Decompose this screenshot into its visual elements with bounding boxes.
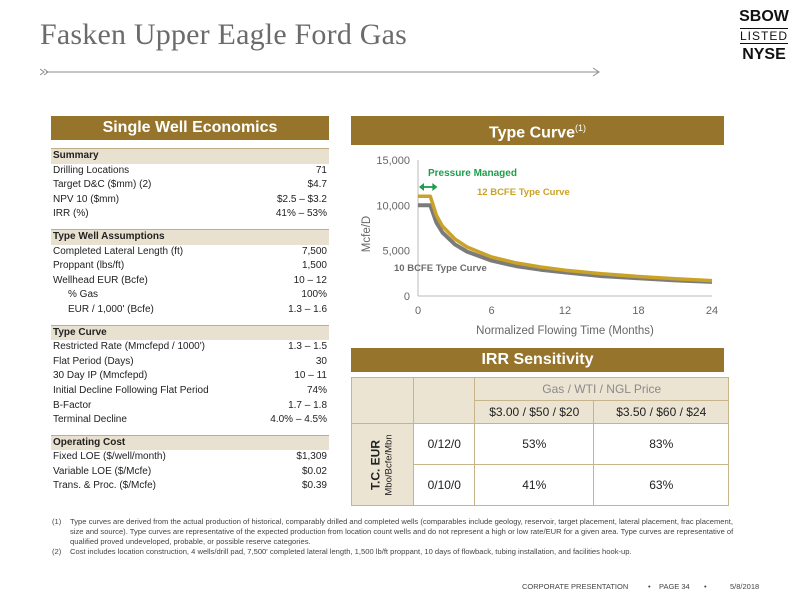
economics-section-header: Type Well Assumptions bbox=[51, 229, 329, 245]
economics-row-label: % Gas bbox=[68, 289, 99, 301]
x-tick-label: 6 bbox=[488, 305, 495, 317]
footer-separator: • bbox=[704, 582, 707, 591]
economics-row bbox=[51, 245, 329, 260]
type-curve-chart bbox=[352, 148, 724, 340]
economics-row-value: 1.3 – 1.5 bbox=[288, 341, 327, 353]
economics-row-value: 71 bbox=[315, 164, 327, 176]
irr-row-label: 0/10/0 bbox=[414, 465, 475, 506]
footnotes bbox=[52, 517, 742, 557]
y-axis-label: Mcfe/D bbox=[361, 215, 373, 253]
economics-row-label: Drilling Locations bbox=[53, 164, 130, 176]
economics-row bbox=[51, 399, 329, 414]
economics-row-value: 100% bbox=[301, 289, 327, 301]
economics-row bbox=[51, 340, 329, 355]
irr-cell: 63% bbox=[594, 465, 729, 506]
footnote-2: (2) Cost includes location construction, 4 wells/drill pad, 7,500' completed lateral length, 1,500 lb/ft proppant, 10 days of flowback, tubing installation, and facilities hook-up. bbox=[52, 547, 632, 556]
economics-row bbox=[51, 178, 329, 193]
irr-row-label-sub: Mbo/Bcfe/Mbn bbox=[383, 433, 395, 496]
y-tick-label: 5,000 bbox=[382, 245, 410, 258]
economics-row-label: Wellhead EUR (Bcfe) bbox=[53, 274, 148, 286]
economics-row-value: 1.7 – 1.8 bbox=[288, 399, 327, 411]
irr-title-band: IRR Sensitivity bbox=[351, 348, 724, 372]
economics-row-label: 30 Day IP (Mmcfepd) bbox=[53, 370, 148, 382]
x-tick-label: 12 bbox=[558, 305, 572, 317]
irr-corner-cell bbox=[352, 378, 414, 424]
y-tick-label: 10,000 bbox=[376, 200, 410, 213]
y-tick-label: 15,000 bbox=[376, 155, 410, 167]
x-tick-label: 24 bbox=[705, 305, 719, 317]
irr-sensitivity-table bbox=[351, 377, 729, 506]
economics-row-value: 4.0% – 4.5% bbox=[270, 414, 327, 426]
economics-row-value: 74% bbox=[306, 384, 327, 396]
economics-row bbox=[51, 384, 329, 399]
page-number: PAGE 34 bbox=[659, 582, 690, 591]
economics-row-label: Target D&C ($mm) (2) bbox=[53, 179, 152, 191]
irr-price-group-header: Gas / WTI / NGL Price bbox=[475, 378, 729, 401]
irr-cell: 83% bbox=[594, 424, 729, 465]
economics-row-label: Variable LOE ($/Mcfe) bbox=[53, 465, 152, 477]
y-tick-label: 0 bbox=[403, 291, 410, 303]
economics-row-value: $1,309 bbox=[296, 451, 327, 463]
economics-row-label: EUR / 1,000' (Bcfe) bbox=[68, 303, 154, 315]
economics-row-value: $0.39 bbox=[301, 480, 327, 492]
x-axis-label: Normalized Flowing Time (Months) bbox=[476, 325, 654, 337]
economics-row bbox=[51, 413, 329, 428]
economics-row bbox=[51, 164, 329, 179]
economics-row-value: 1,500 bbox=[301, 260, 327, 272]
x-tick-label: 18 bbox=[632, 305, 645, 317]
irr-row-group-label bbox=[352, 424, 414, 506]
economics-row-label: Fixed LOE ($/well/month) bbox=[53, 451, 166, 463]
economics-row-value: 7,500 bbox=[301, 245, 327, 257]
title-arrow-rule bbox=[40, 66, 605, 78]
economics-row-label: Trans. & Proc. ($/Mcfe) bbox=[53, 480, 156, 492]
logo-line3: NYSE bbox=[742, 46, 786, 63]
economics-row bbox=[51, 288, 329, 303]
economics-row-label: B-Factor bbox=[53, 399, 92, 411]
irr-cell: 41% bbox=[475, 465, 594, 506]
economics-row-label: Restricted Rate (Mmcfepd / 1000') bbox=[53, 341, 205, 353]
type-curve-footnote-ref: (1) bbox=[574, 123, 586, 133]
page-title: Fasken Upper Eagle Ford Gas bbox=[40, 18, 407, 51]
logo-line2: LISTED bbox=[740, 29, 789, 43]
economics-row-value: 10 – 11 bbox=[294, 370, 327, 382]
economics-row-value: 41% – 53% bbox=[275, 208, 327, 220]
irr-price-col-2: $3.50 / $60 / $24 bbox=[594, 401, 729, 424]
footer-date: 5/8/2018 bbox=[730, 582, 760, 591]
economics-row bbox=[51, 450, 329, 465]
economics-row-value: $4.7 bbox=[307, 179, 327, 191]
irr-row-label-main: T.C. EUR bbox=[368, 439, 383, 490]
economics-row-label: NPV 10 ($mm) bbox=[53, 193, 120, 205]
economics-row bbox=[51, 303, 329, 318]
economics-table bbox=[51, 148, 329, 494]
economics-row-label: IRR (%) bbox=[53, 208, 89, 220]
type-curve-title: Type Curve bbox=[489, 124, 575, 142]
irr-cell: 53% bbox=[475, 424, 594, 465]
economics-row-value: 1.3 – 1.6 bbox=[288, 303, 327, 315]
economics-row-label: Terminal Decline bbox=[53, 414, 127, 426]
irr-price-col-1: $3.00 / $50 / $20 bbox=[475, 401, 594, 424]
footer-label: CORPORATE PRESENTATION bbox=[522, 582, 629, 591]
economics-section-header: Operating Cost bbox=[51, 435, 329, 451]
economics-row-label: Completed Lateral Length (ft) bbox=[53, 245, 184, 257]
irr-row-label: 0/12/0 bbox=[414, 424, 475, 465]
type-curve-title-band bbox=[351, 116, 724, 145]
pressure-managed-arrowhead-right bbox=[432, 183, 437, 191]
footer-separator: • bbox=[648, 582, 651, 591]
logo-line1: SBOW bbox=[739, 8, 789, 25]
economics-row-value: 30 bbox=[315, 355, 327, 367]
x-tick-label: 0 bbox=[414, 305, 422, 317]
economics-row-value: 10 – 12 bbox=[293, 274, 327, 286]
footnote-1: (1) Type curves are derived from the actual production of historical, comparably drilled and completed wells (comparables include geology, reservoir, target placement, lateral placement, frac placement, size and source). Type curves are representative of the expected production from location count wells and do not represent a high or low rate/EUR for a given area. Type curves are representative of qualified proved undeveloped, probable, or possible reserve categories. bbox=[52, 517, 734, 546]
10-bcfe-label: 10 BCFE Type Curve bbox=[394, 263, 487, 274]
economics-row bbox=[51, 207, 329, 222]
economics-section-header: Summary bbox=[51, 148, 329, 164]
economics-row bbox=[51, 479, 329, 494]
economics-row bbox=[51, 465, 329, 480]
economics-row-value: $0.02 bbox=[301, 465, 327, 477]
irr-corner-cell-2 bbox=[414, 378, 475, 424]
economics-row-value: $2.5 – $3.2 bbox=[276, 193, 327, 205]
economics-row bbox=[51, 259, 329, 274]
economics-row-label: Proppant (lbs/ft) bbox=[53, 260, 125, 272]
sbow-nyse-logo bbox=[736, 8, 792, 64]
pressure-managed-label: Pressure Managed bbox=[428, 168, 517, 179]
economics-row bbox=[51, 355, 329, 370]
economics-row bbox=[51, 274, 329, 289]
pressure-managed-arrowhead-left bbox=[419, 183, 424, 191]
economics-section-header: Type Curve bbox=[51, 325, 329, 341]
economics-title-band: Single Well Economics bbox=[51, 116, 329, 140]
economics-row bbox=[51, 193, 329, 208]
12-bcfe-label: 12 BCFE Type Curve bbox=[477, 187, 570, 198]
economics-row bbox=[51, 369, 329, 384]
economics-row-label: Flat Period (Days) bbox=[53, 355, 134, 367]
economics-row-label: Initial Decline Following Flat Period bbox=[53, 384, 209, 396]
